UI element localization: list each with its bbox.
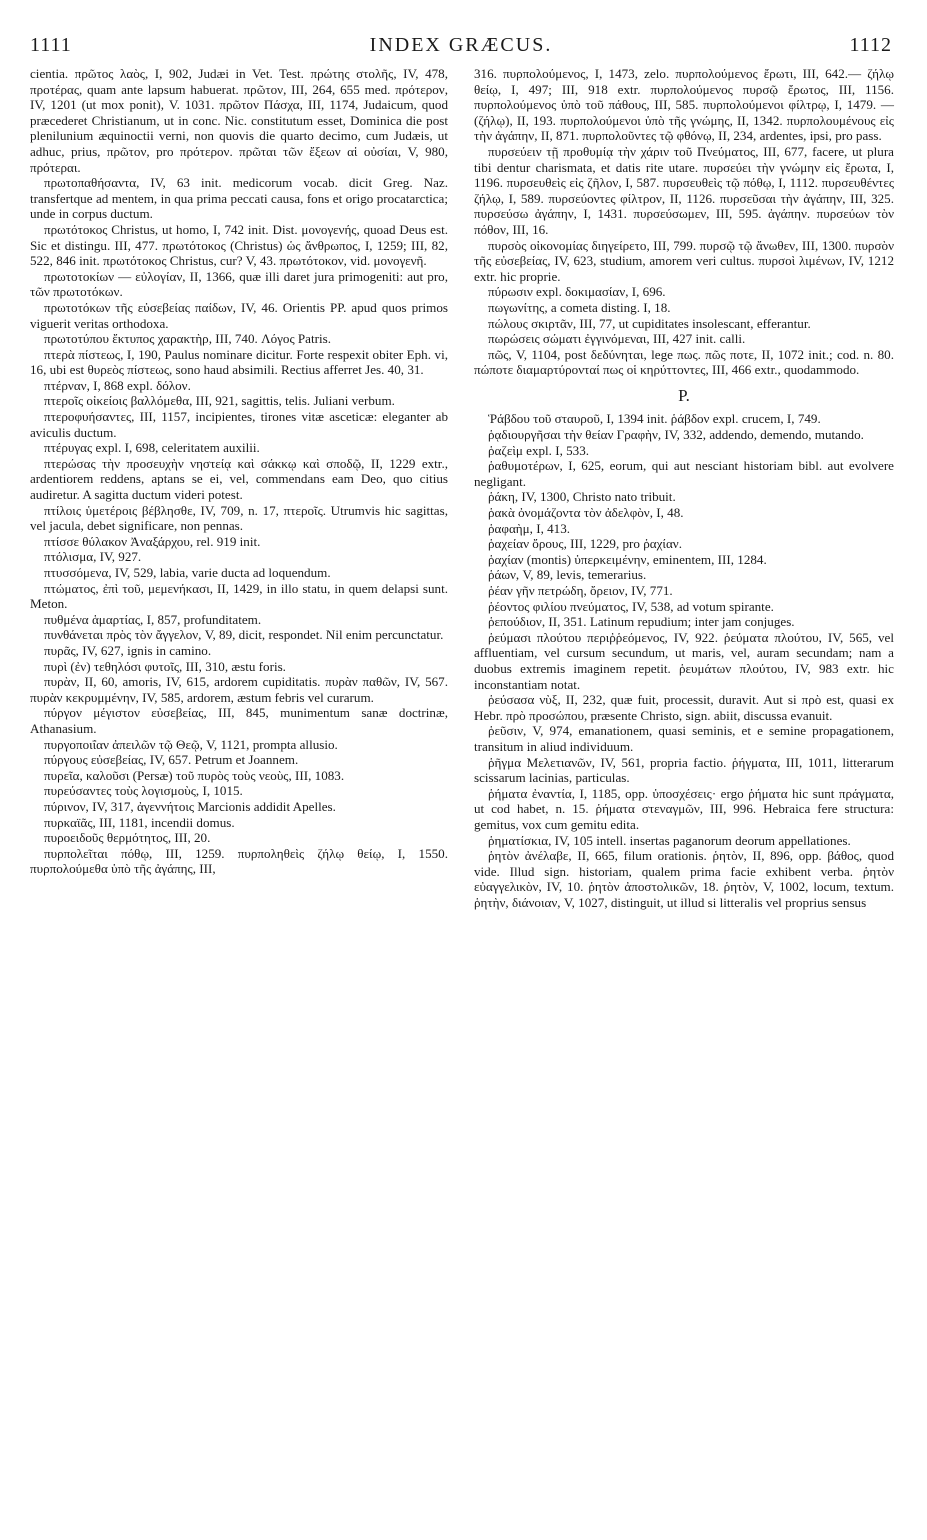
index-entry: πυρκαϊᾶς, III, 1181, incendii domus.	[44, 814, 235, 830]
index-entry: ῥακὰ ὀνομάζοντα τὸν ἀδελφὸν, I, 48.	[488, 505, 684, 521]
right-column	[474, 66, 894, 910]
index-entry: ῥηματίσκια, IV, 105 intell. insertas paganorum deorum appellationes.	[488, 832, 851, 848]
index-entry: 316. πυρπολούμενος, I, 1473, zelo. πυρπολούμενος ἔρωτι, III, 642.— ζήλῳ θείῳ, I, 497; III, 918 extr. πυρπολούμενος πυρσῷ ἔρωτος, III, 1156. πυρπολούμενος ὑπὸ τοῦ πάθους, III, 585. πυρπολούμενοι φίλτρῳ, I, 1479. —(ζήλῳ), II, 193. πυρπολούμενοι ὑπὸ τῆς γνώμης, II, 1342. πυρπολουμένους εἰς τὴν ἀγάπην, II, 871. πυρπολοῦντες τῷ φθόνῳ, II, 234, ardentes, ipsi, pro pass.	[474, 66, 894, 144]
page-number-right: 1112	[849, 34, 892, 56]
index-entry: ῥαχίαν (montis) ὑπερκειμένην, eminentem, III, 1284.	[488, 551, 767, 567]
index-entry: πυργοποιΐαν ἀπειλῶν τῷ Θεῷ, V, 1121, prompta allusio.	[44, 736, 338, 752]
index-entry: ῥεπούδιον, II, 351. Latinum repudium; inter jam conjuges.	[488, 614, 795, 630]
index-entry: πρωτοτοκίων — εὐλογίαν, II, 1366, quæ illi daret jura primogeniti: aut pro, τῶν πρωτοτόκων.	[30, 268, 448, 300]
index-entry: ῥεῦσιν, V, 974, emanationem, quasi seminis, et e semine propagationem, transitum in aliud individuum.	[474, 723, 894, 754]
index-entry: πώλους σκιρτᾶν, III, 77, ut cupiditates insolescant, efferantur.	[488, 315, 811, 331]
index-entry: ῥαζεὶμ expl. I, 533.	[488, 442, 590, 458]
index-entry: πτίλοις ὑμετέροις βέβλησθε, IV, 709, n. 17, πτεροῖς. Utrumvis hic sagittas, vel jacula, debet significare, non pennas.	[30, 502, 448, 534]
index-entry: πτεροφυήσαντες, III, 1157, incipientes, tirones vitæ asceticæ: eleganter ab aviculis ductum.	[30, 409, 448, 440]
index-entry: πυρπολεῖται πόθῳ, III, 1259. πυρποληθεὶς ζήλῳ θείῳ, I, 1550. πυρπολούμεθα ὑπὸ τῆς ἀγάπης, III,	[30, 845, 448, 877]
index-entry: ῥάων, V, 89, levis, temerarius.	[488, 567, 647, 583]
index-entry: πυροειδοῦς θερμότητος, III, 20.	[44, 830, 211, 846]
index-entry: πρωτοπαθήσαντα, IV, 63 init. medicorum vocab. dicit Greg. Naz. transfertque ad mentem, in qua prima peccati causa, fons et origo procatarctica; unde in corpus ductum.	[30, 175, 448, 222]
index-entry: πτερώσας τὴν προσευχὴν νηστείᾳ καὶ σάκκῳ καὶ σποδῷ, II, 1229 extr., ardentiorem reddens, aptans se ei, vel, commendans eam Deo, quo citius audiretur. A sagitta ductum videri potest.	[30, 455, 448, 503]
index-entry: πτέρυγας expl. I, 698, celeritatem auxilii.	[44, 440, 260, 456]
index-entry: πωρώσεις σώματι ἐγγινόμεναι, III, 427 init. calli.	[488, 331, 746, 347]
index-entry: Ῥάβδου τοῦ σταυροῦ, I, 1394 init. ῥάβδον expl. crucem, I, 749.	[488, 411, 821, 427]
index-entry: ῥήματα ἐναντία, I, 1185, opp. ὑποσχέσεις· ergo ῥήματα hic sunt πράγματα, ut cod habet, n. 15. ῥήματα στεναγμῶν, III, 996. Hebraica fere structura: gemitus, vox cum gemitu edita.	[474, 785, 894, 832]
index-entry: πρωτότοκος Christus, ut homo, I, 742 init. Dist. μονογενής, quoad Deus est. Sic et distingu. III, 477. πρωτότοκος (Christus) ὡς ἄνθρωπος, I, 1259; III, 82, 522, 846 init. πρωτότοκος Christus, cur? V, 43. πρωτότοκον, vid. μονογενῆ.	[30, 221, 448, 269]
index-entry: πῶς, V, 1104, post δεδύνηται, lege πως. πῶς ποτε, II, 1072 init.; cod. n. 80. πώποτε διαμαρτύρονταί πως οἱ κηρύττοντες, III, 466 extr., quodammodo.	[474, 346, 894, 378]
index-entry: πυρεῖα, καλοῦσι (Persæ) τοῦ πυρὸς τοὺς νεοὺς, III, 1083.	[44, 767, 345, 783]
index-entry: πυρσὸς οἰκονομίας διηγείρετο, III, 799. πυρσῷ τῷ ἄνωθεν, III, 1300. πυρσὸν τῆς εὐσεβείας, IV, 623, studium, amorem veri cultus. πυρσοὶ λιμένων, IV, 1212 extr. hic proprie.	[474, 237, 894, 284]
index-entry: πύργους εὐσεβείας, IV, 657. Petrum et Joannem.	[44, 752, 299, 768]
index-entry: πυρὰν, II, 60, amoris, IV, 615, ardorem cupiditatis. πυρὰν παθῶν, IV, 567. πυρὰν κεκρυμμένην, IV, 585, ardorem, æstum febris vel curarum.	[30, 674, 448, 705]
index-entry: πωγωνίτης, a cometa disting. I, 18.	[488, 299, 671, 315]
index-entry: πτέρναν, I, 868 expl. δόλον.	[44, 377, 191, 393]
index-entry: ῥαφαὴμ, I, 413.	[488, 520, 571, 536]
index-entry: πύρινον, IV, 317, ἀγεννήτοις Marcionis addidit Apelles.	[44, 798, 336, 814]
index-entry: ῥῆγμα Μελετιανῶν, IV, 561, propria factio. ῥήγματα, III, 1011, litterarum scissarum lacinias, particulas.	[474, 754, 894, 786]
index-entry: πτερὰ πίστεως, I, 190, Paulus nominare dicitur. Forte respexit obiter Eph. vi, 16, ubi est θυρεὸς πίστεως, sono haud absimili. Rectius afferret Jes. 40, 31.	[30, 346, 448, 378]
index-entry: πύργον μέγιστον εὐσεβείας, III, 845, munimentum sanæ doctrinæ, Athanasium.	[30, 705, 448, 736]
index-entry: πυρεύσαντες τοὺς λογισμοὺς, I, 1015.	[44, 783, 243, 799]
index-entry: ῥάκη, IV, 1300, Christo nato tribuit.	[488, 489, 676, 505]
index-entry: πρωτοτύπου ἔκτυπος χαρακτὴρ, III, 740. Λόγος Patris.	[44, 331, 332, 347]
index-entry: πύρωσιν expl. δοκιμασίαν, I, 696.	[488, 284, 666, 300]
index-entry: πτυσσόμενα, IV, 529, labia, varie ducta ad loquendum.	[44, 565, 331, 580]
index-entry: ῥεύσασα νὺξ, II, 232, quæ fuit, processit, duravit. Aut si πρὸ est, quasi ex Hebr. πρὸ προσώπου, præsente Christo, sign. abiit, discussa evanuit.	[474, 692, 894, 723]
index-entry: πυρᾶς, IV, 627, ignis in camino.	[44, 642, 212, 658]
index-entry: ῥαχείαν ὄρους, III, 1229, pro ῥαχίαν.	[488, 536, 682, 552]
section-letter: P.	[678, 385, 690, 405]
index-entry: ῥαθυμοτέρων, I, 625, eorum, qui aut nesciant historiam bibl. aut evolvere negligant.	[474, 458, 894, 489]
index-entry: πτίσσε θύλακον Ἀναξάρχου, rel. 919 init.	[44, 533, 261, 549]
index-entry: cientia. πρῶτος λαὸς, I, 902, Judæi in Vet. Test. πρώτης στολῆς, IV, 478, προτέρας, quam ante lapsum habuerat. πρῶτον, III, 264, 655 med. πρότερον, IV, 1201 (ut mox ponit), V. 1031. πρῶτον Πάσχα, III, 1174, Judaicum, quod præcederet Christianum, ut in conc. Nic. constitutum esset, Dominica die post plenilunium æquinoctii verni, non quovis die quarto decimo, cum Judæis, ut adhuc, prius, πρῶτον, pro πρότερον. πρῶται τῶν ἔξεων αἱ οὐσίαι, V, 980, πρότεραι.	[30, 66, 448, 175]
index-entry: πυρὶ (ἐν) τεθηλόσι φυτοῖς, III, 310, æstu foris.	[44, 658, 286, 674]
index-entry: πρωτοτόκων τῆς εὐσεβείας παίδων, IV, 46. Orientis PP. apud quos primos viguerit veritas orthodoxa.	[30, 299, 448, 331]
index-entry: ῥητὸν ἀνέλαβε, II, 665, filum orationis. ῥητὸν, II, 896, opp. βάθος, quod vide. Illud sign. historiam, qualem prima facie exhibent verba. ῥητὸν εὐαγγελικὸν, IV, 10. ῥητὸν ἀποστολικῶν, 18. ῥητὸν, V, 1002, locum, textum. ῥητὴν, διάνοιαν, V, 1027, distinguit, ut illud si litteralis vel proprius sensus	[474, 848, 894, 910]
index-entry: πτόλισμα, IV, 927.	[44, 549, 142, 565]
index-entry: πτεροῖς οἰκείοις βαλλόμεθα, III, 921, sagittis, telis. Juliani verbum.	[44, 393, 395, 409]
index-entry: πτώματος, ἐπὶ τοῦ, μεμενήκασι, II, 1429, in illo statu, in quem delapsi sunt. Meton.	[30, 580, 448, 612]
index-entry: ῥέαν γῆν πετρώδη, ὄρειον, IV, 771.	[488, 583, 673, 598]
running-title: INDEX GRÆCUS.	[369, 34, 553, 56]
page-number-left: 1111	[30, 34, 72, 56]
index-entry: ῥέοντος φιλίου πνεύματος, IV, 538, ad votum spirante.	[488, 598, 774, 614]
index-entry: ῥεύμασι πλούτου περιῤῥεόμενος, IV, 922. ῥεύματα πλούτου, IV, 565, vel affluentiam, vel cursum secundum, ut maris, vel, auram secundam; nam a duobus extremis imaginem repetit. ῥευμάτων πλούτου, IV, 983 extr. hic inconstantiam notat.	[474, 629, 894, 692]
index-entry: πυνθάνεται πρὸς τὸν ἄγγελον, V, 89, dicit, respondet. Nil enim percunctatur.	[44, 627, 444, 643]
index-entry: πυρσεύειν τῇ προθυμίᾳ τὴν χάριν τοῦ Πνεύματος, III, 677, facere, ut plura tibi dentur charismata, et datis rite utare. πυρσεύει τὴν γνώμην εἰς ἔρωτα, I, 1196. πυρσευθεὶς εἰς ζῆλον, I, 587. πυρσευθεὶς τῷ πόθῳ, I, 1112. πυρσευθέντες ζήλῳ, I, 589. πυρσεύοντες φίλτρον, II, 1126. πυρσεῦσαι τὴν ἀγάπην, III, 325. πυρσεύσω ἀγάπην, I, 1431. πυρσεύσωμεν, III, 595. ἀγάπην. πυρσεύων τὸν πόθον, III, 16.	[474, 143, 894, 237]
left-column	[30, 66, 448, 877]
index-entry: πυθμένα ἁμαρτίας, I, 857, profunditatem.	[44, 611, 262, 627]
index-entry: ῥᾳδιουργῆσαι τὴν θείαν Γραφὴν, IV, 332, addendo, demendo, mutando.	[488, 427, 864, 443]
page-header	[30, 34, 892, 64]
